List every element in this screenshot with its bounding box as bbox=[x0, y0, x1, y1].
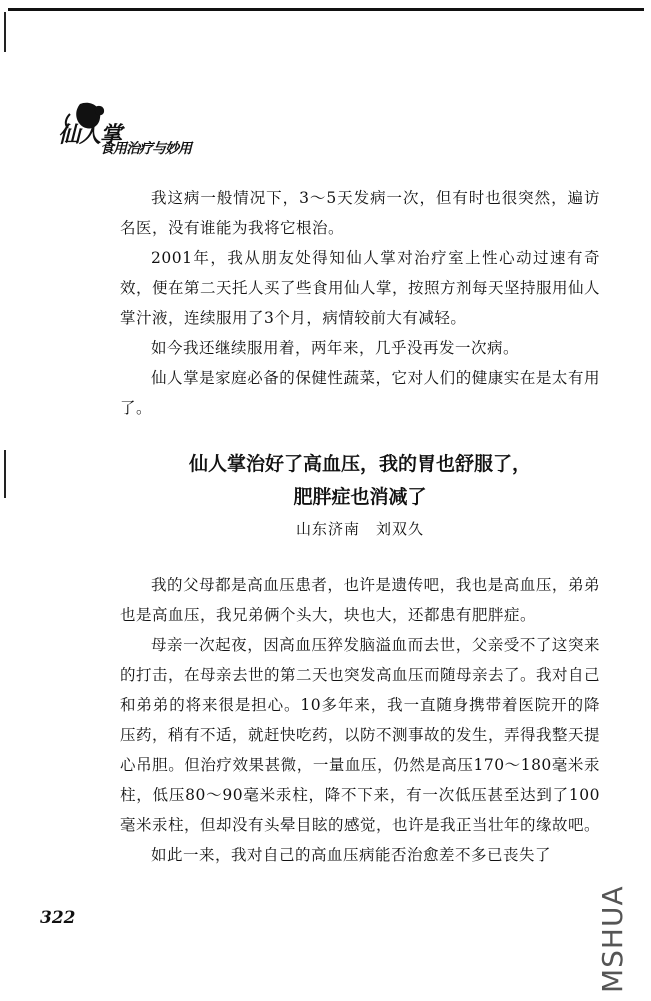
scan-edge-mark bbox=[4, 12, 6, 52]
top-rule bbox=[8, 8, 644, 11]
body-paragraph: 我的父母都是高血压患者，也许是遗传吧，我也是高血压，弟弟也是高血压，我兄弟俩个头大，块也大，还都患有肥胖症。 bbox=[120, 576, 600, 624]
watermark-text: MSHUA bbox=[596, 885, 629, 993]
logo-sub-text: 食用治疗与妙用 bbox=[100, 141, 191, 157]
logo-main-text: 仙人掌 bbox=[58, 122, 122, 148]
article-author: 山东济南 刘双久 bbox=[295, 520, 424, 538]
page-number: 322 bbox=[40, 908, 76, 928]
body-paragraph: 仙人掌是家庭必备的保健性蔬菜，它对人们的健康实在是太有用了。 bbox=[120, 369, 600, 417]
body-paragraph: 如今我还继续服用着，两年来，几乎没再发一次病。 bbox=[151, 339, 520, 357]
article-title-line1: 仙人掌治好了高血压，我的胃也舒服了， bbox=[188, 453, 531, 475]
body-paragraph: 如此一来，我对自己的高血压病能否治愈差不多已丧失了 bbox=[151, 846, 552, 864]
body-paragraph: 母亲一次起夜，因高血压猝发脑溢血而去世，父亲受不了这突来的打击，在母亲去世的第二天也突发高血压而随母亲去了。我对自己和弟弟的将来很是担心。10多年来，我一直随身携带着医院开的降压药，稍有不适，就赶快吃药，以防不测事故的发生，弄得我整天提心吊胆。但治疗效果甚微，一量血压，仍然是高压170～180毫米汞柱，低压80～90毫米汞柱，降不下来，有一次低压甚至达到了100毫米汞柱，但却没有头晕目眩的感觉，也许是我正当壮年的缘故吧。 bbox=[120, 636, 601, 834]
body-paragraph: 2001年，我从朋友处得知仙人掌对治疗室上性心动过速有奇效，便在第二天托人买了些食用仙人掌，按照方剂每天坚持服用仙人掌汁液，连续服用了3个月，病情较前大有减轻。 bbox=[120, 249, 601, 327]
body-paragraph: 我这病一般情况下，3～5天发病一次，但有时也很突然，遍访名医，没有谁能为我将它根治。 bbox=[120, 189, 600, 237]
article-title-line2: 肥胖症也消减了 bbox=[293, 486, 427, 508]
scan-edge-mark bbox=[4, 450, 6, 498]
